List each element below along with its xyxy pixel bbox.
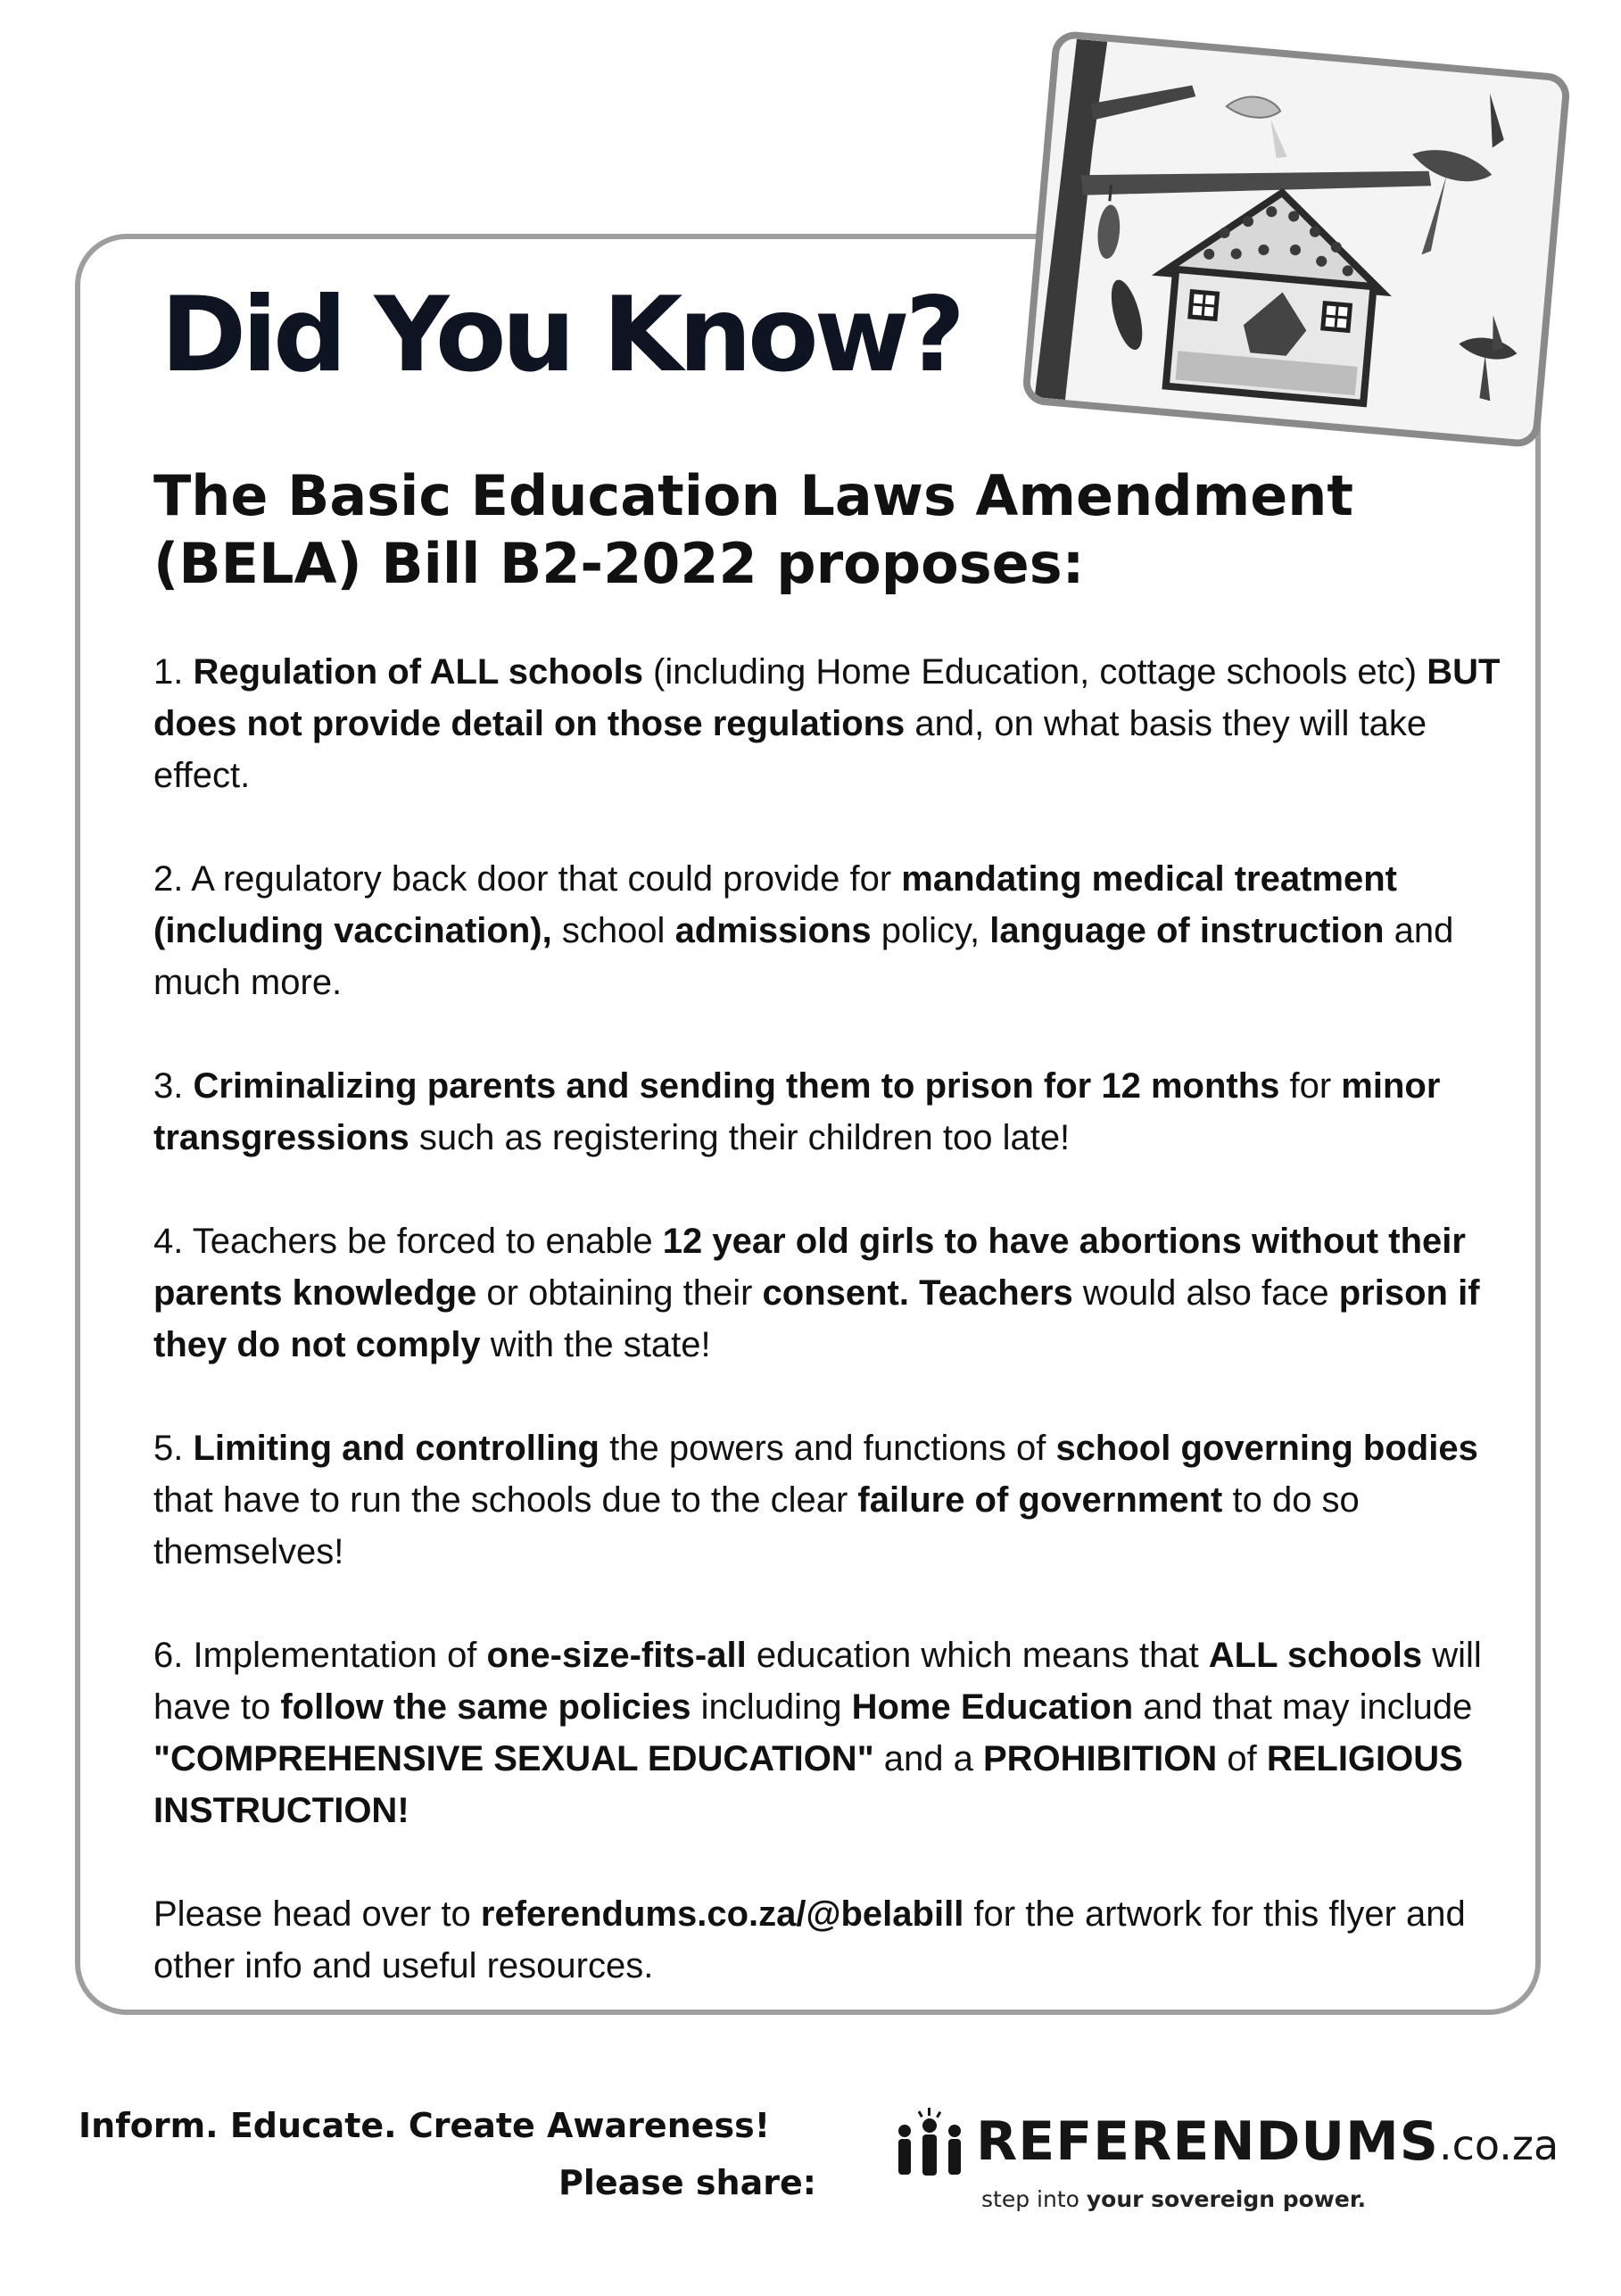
- body-text-run: of: [1217, 1739, 1267, 1778]
- resources-note: [153, 1888, 1501, 1992]
- body-text-run: will have to: [153, 1636, 1482, 1727]
- emphasis-text: mandating medical treatment (including vaccination),: [153, 859, 1397, 950]
- body-text-run: (including Home Education, cottage schools etc): [642, 652, 1427, 692]
- emphasis-text: minor transgressions: [153, 1066, 1441, 1157]
- body-text-run: 3.: [153, 1066, 194, 1106]
- body-text-run: for the artwork for this flyer and other info and useful resources.: [153, 1894, 1466, 1985]
- body-text-run: 1.: [153, 652, 194, 692]
- headline: Did You Know?: [161, 275, 962, 395]
- painting-icon: [1029, 37, 1563, 441]
- body-text-run: 6. Implementation of: [153, 1636, 487, 1675]
- emphasis-text: failure of government: [857, 1480, 1223, 1520]
- people-icon: [892, 2108, 967, 2179]
- body-text-run: and much more.: [153, 911, 1454, 1002]
- emphasis-text: school governing bodies: [1055, 1429, 1478, 1468]
- emphasis-text: follow the same policies: [280, 1687, 691, 1727]
- point-1: [153, 646, 1501, 801]
- point-5: [153, 1422, 1501, 1578]
- body-text-run: and that may include: [1133, 1687, 1473, 1727]
- slogan-emphasis: your sovereign power.: [1086, 2186, 1367, 2212]
- logo-slogan: [981, 2186, 1366, 2212]
- body-text-run: and, on what basis they will take effect.: [153, 704, 1427, 795]
- emphasis-text: Limiting and controlling: [193, 1429, 600, 1468]
- emphasis-text: Criminalizing parents and sending them to prison for 12 months: [193, 1066, 1280, 1106]
- logo-wordmark: [976, 2110, 1559, 2173]
- emphasis-text: language of instruction: [989, 911, 1385, 950]
- share-prompt: Please share:: [558, 2163, 816, 2202]
- body-text-run: including: [691, 1687, 852, 1727]
- emphasis-text: ALL schools: [1208, 1636, 1423, 1675]
- emphasis-text: RELIGIOUS INSTRUCTION!: [153, 1739, 1463, 1830]
- body-text-run: 4. Teachers be forced to enable: [153, 1222, 663, 1261]
- emphasis-text: BUT does not provide detail on those regulations: [153, 652, 1501, 743]
- point-2: [153, 853, 1501, 1008]
- point-3: [153, 1060, 1501, 1164]
- body-text-run: and a: [873, 1739, 983, 1778]
- body-text-run: for: [1279, 1066, 1342, 1106]
- emphasis-text: consent. Teachers: [762, 1273, 1073, 1313]
- emphasis-text: referendums.co.za/@belabill: [480, 1894, 964, 1934]
- emphasis-text: Regulation of ALL schools: [193, 652, 643, 692]
- emphasis-text: Home Education: [851, 1687, 1134, 1727]
- body-text-run: or obtaining their: [476, 1273, 763, 1313]
- body-text-run: with the state!: [480, 1325, 711, 1364]
- referendums-logo[interactable]: [892, 2102, 1559, 2218]
- logo-suffix: .co.za: [1439, 2121, 1559, 2169]
- emphasis-text: PROHIBITION: [982, 1739, 1218, 1778]
- body-text-run: policy,: [871, 911, 990, 950]
- subtitle: The Basic Education Laws Amendment (BELA) Bill B2-2022 proposes:: [153, 463, 1354, 596]
- body-text-run: education which means that: [746, 1636, 1209, 1675]
- body-text-run: 2. A regulatory back door that could provide for: [153, 859, 902, 899]
- emphasis-text: one-size-fits-all: [486, 1636, 747, 1675]
- bill-proposals: [153, 646, 1501, 2043]
- artwork-photo: [1021, 29, 1571, 448]
- footer-tagline: Inform. Educate. Create Awareness!: [79, 2106, 771, 2145]
- body-text-run: Please head over to: [153, 1894, 481, 1934]
- body-text-run: would also face: [1072, 1273, 1339, 1313]
- slogan-prefix: step into: [981, 2186, 1087, 2212]
- emphasis-text: admissions: [674, 911, 872, 950]
- body-text-run: such as registering their children too late!: [409, 1118, 1071, 1157]
- point-4: [153, 1215, 1501, 1371]
- emphasis-text: prison if they do not comply: [153, 1273, 1480, 1364]
- body-text-run: school: [551, 911, 675, 950]
- body-text-run: to do so themselves!: [153, 1480, 1360, 1571]
- emphasis-text: 12 year old girls to have abortions without their parents knowledge: [153, 1222, 1466, 1313]
- body-text-run: the powers and functions of: [600, 1429, 1056, 1468]
- point-6: [153, 1629, 1501, 1836]
- body-text-run: 5.: [153, 1429, 194, 1468]
- emphasis-text: "COMPREHENSIVE SEXUAL EDUCATION": [153, 1739, 874, 1778]
- body-text-run: that have to run the schools due to the clear: [153, 1480, 858, 1520]
- logo-name: REFERENDUMS: [976, 2110, 1440, 2173]
